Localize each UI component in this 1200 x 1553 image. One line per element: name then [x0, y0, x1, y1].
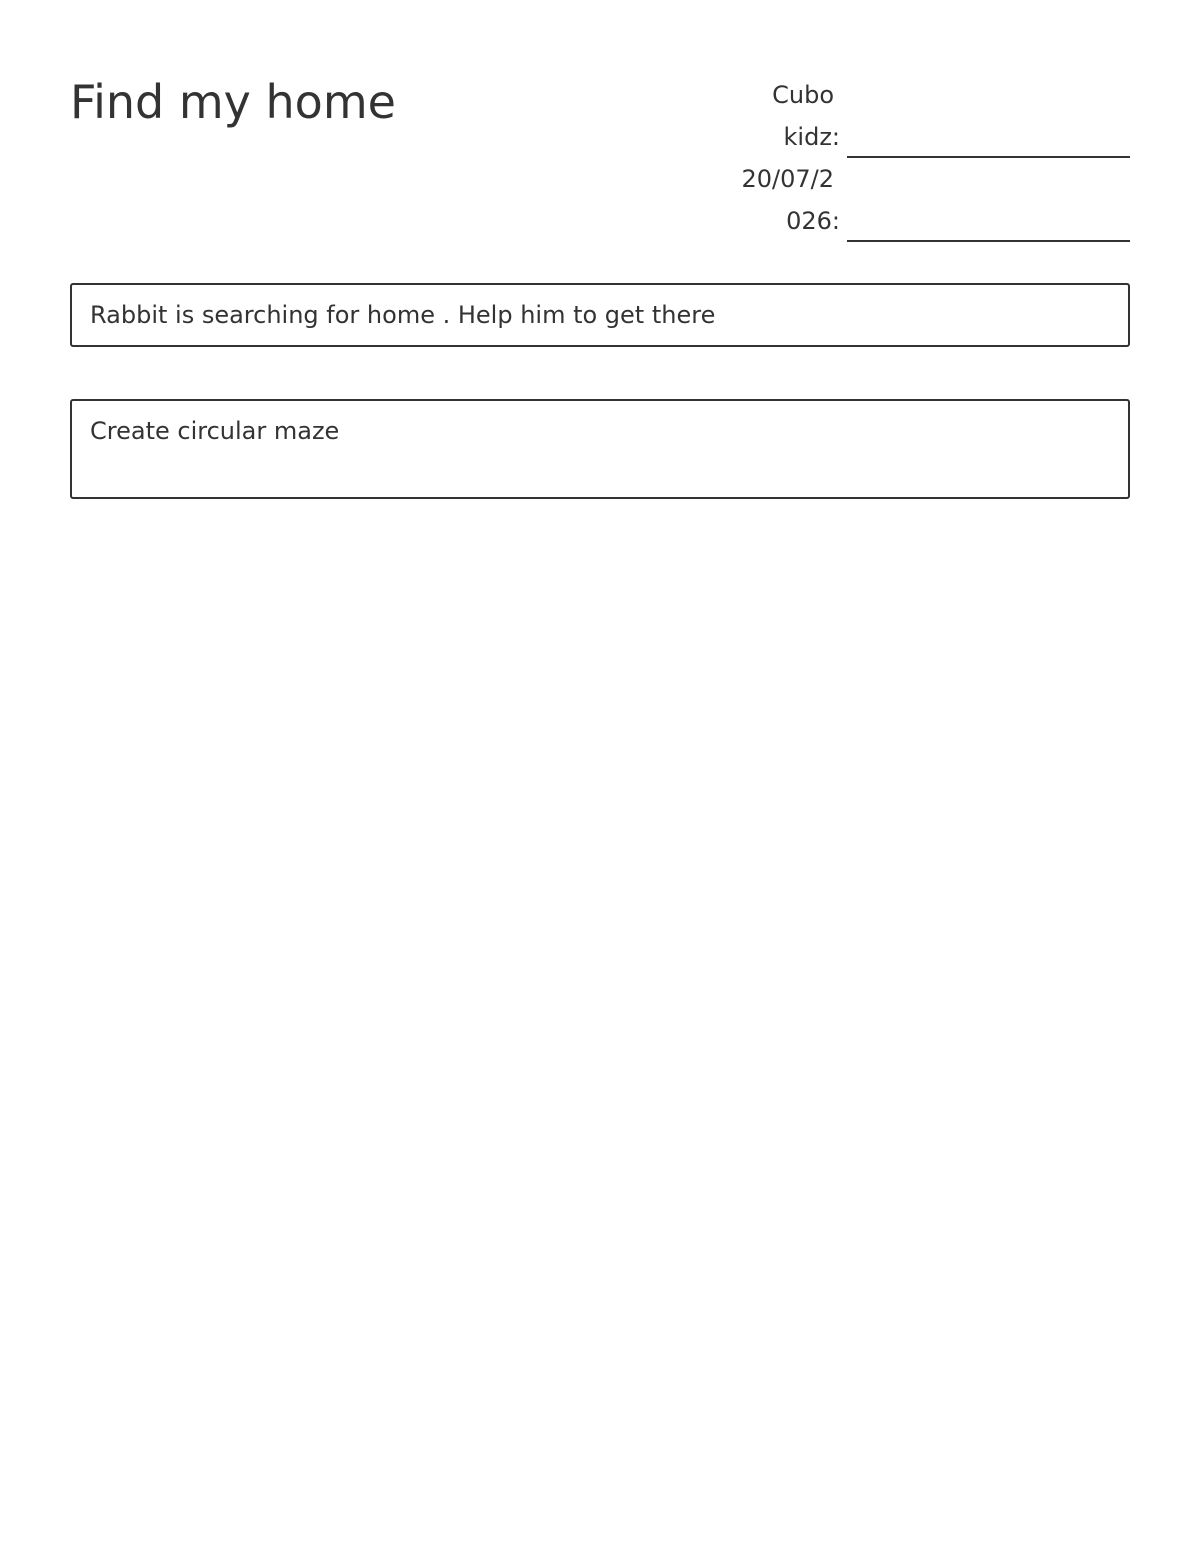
- date-field-blank-line[interactable]: [847, 240, 1130, 242]
- date-field-label-line2: 026:: [786, 207, 840, 235]
- instruction-box: [70, 283, 1130, 347]
- task-box: [70, 399, 1130, 499]
- date-field-label-line1: 20/07/2: [741, 165, 834, 193]
- name-field: [700, 74, 1130, 158]
- page-title: Find my home: [70, 75, 396, 129]
- date-field: [700, 158, 1130, 242]
- name-field-label-line1: Cubo: [772, 81, 834, 109]
- task-text: Create circular maze: [90, 417, 340, 445]
- date-field-label: [700, 158, 840, 242]
- instruction-text: Rabbit is searching for home . Help him to get there: [90, 301, 716, 329]
- name-field-label-line2: kidz:: [783, 123, 840, 151]
- name-field-label: [700, 74, 840, 158]
